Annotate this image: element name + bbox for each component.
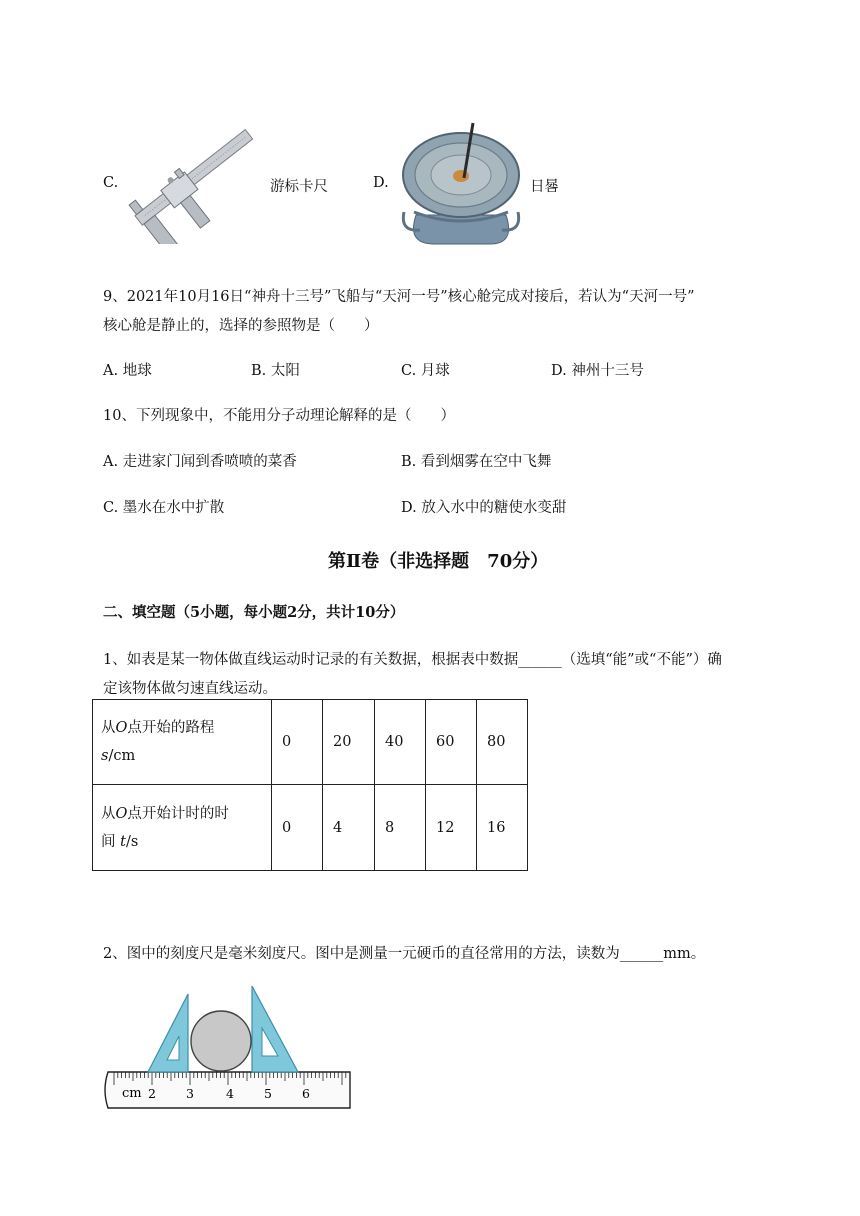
section-heading: 二、填空题（5小题，每小题2分，共计10分） — [103, 604, 405, 621]
option-c-label: 游标卡尺 — [270, 179, 328, 195]
table-cell: 0 — [272, 700, 323, 785]
row1-unit: /cm — [108, 748, 136, 764]
table-cell: 20 — [323, 700, 375, 785]
option-d-label: 日晷 — [530, 179, 559, 195]
q10-option-c: C. 墨水在水中扩散 — [103, 500, 225, 516]
ruler-number: 6 — [302, 1086, 310, 1101]
row2-label-b: 点开始计时的时 — [127, 805, 229, 822]
q9-stem-line1: 9、2021年10月16日“神舟十三号”飞船与“天河一号”核心舱完成对接后，若认为“天河一号” — [103, 289, 695, 305]
ruler-coin-figure — [100, 984, 358, 1110]
row2-label-a: 从 — [101, 805, 116, 822]
row1-label-a: 从 — [101, 720, 116, 736]
table-cell: 40 — [375, 700, 426, 785]
table-cell: 80 — [477, 700, 528, 785]
part2-title: 第Ⅱ卷（非选择题 70分） — [328, 551, 549, 572]
table-cell: 0 — [272, 785, 323, 871]
q10-option-a: A. 走进家门闻到香喷喷的菜香 — [103, 454, 297, 470]
fill2-stem: 2、图中的刻度尺是毫米刻度尺。图中是测量一元硬币的直径常用的方法，读数为______mm。 — [103, 946, 706, 962]
row-header-time — [93, 785, 272, 871]
row1-label-o: O — [115, 720, 128, 736]
sundial-image — [396, 120, 526, 248]
q9-stem-line2: 核心舱是静止的，选择的参照物是（ ） — [103, 318, 379, 334]
ruler-number: 2 — [148, 1086, 156, 1101]
coin — [191, 1011, 251, 1071]
table-cell: 12 — [426, 785, 477, 871]
q10-stem: 10、下列现象中，不能用分子动理论解释的是（ ） — [103, 408, 455, 424]
table-cell: 4 — [323, 785, 375, 871]
q9-option-d: D. 神州十三号 — [551, 363, 644, 379]
row2-label-o: O — [115, 805, 128, 822]
ruler-number: 4 — [226, 1086, 234, 1101]
row-header-distance — [93, 700, 272, 785]
table-cell: 16 — [477, 785, 528, 871]
q9-option-c: C. 月球 — [401, 363, 450, 379]
row1-label-b: 点开始的路程 — [127, 720, 215, 736]
fill1-stem-line2: 定该物体做匀速直线运动。 — [103, 681, 277, 697]
q10-option-b: B. 看到烟雾在空中飞舞 — [401, 454, 552, 470]
q10-option-d: D. 放入水中的糖使水变甜 — [401, 500, 567, 516]
q9-option-a: A. 地球 — [103, 363, 152, 379]
row2-unit-var: t — [120, 833, 126, 850]
row2-label-c: 间 — [101, 833, 116, 850]
data-table — [92, 699, 528, 871]
row2-unit: /s — [125, 833, 139, 850]
vernier-caliper-image — [122, 112, 264, 244]
option-c-letter: C. — [103, 175, 119, 191]
q9-option-b: B. 太阳 — [251, 363, 300, 379]
table-row-time — [93, 785, 528, 871]
ruler-number: 5 — [264, 1086, 272, 1101]
row1-unit-var: s — [101, 748, 109, 764]
fill1-stem-line1: 1、如表是某一物体做直线运动时记录的有关数据，根据表中数据______（选填“能”或“不能”）确 — [103, 652, 722, 668]
ruler-unit-label: cm — [122, 1086, 142, 1101]
ruler-number: 3 — [186, 1086, 194, 1101]
option-d-letter: D. — [373, 175, 389, 191]
table-row-distance — [93, 700, 528, 785]
table-cell: 8 — [375, 785, 426, 871]
table-cell: 60 — [426, 700, 477, 785]
